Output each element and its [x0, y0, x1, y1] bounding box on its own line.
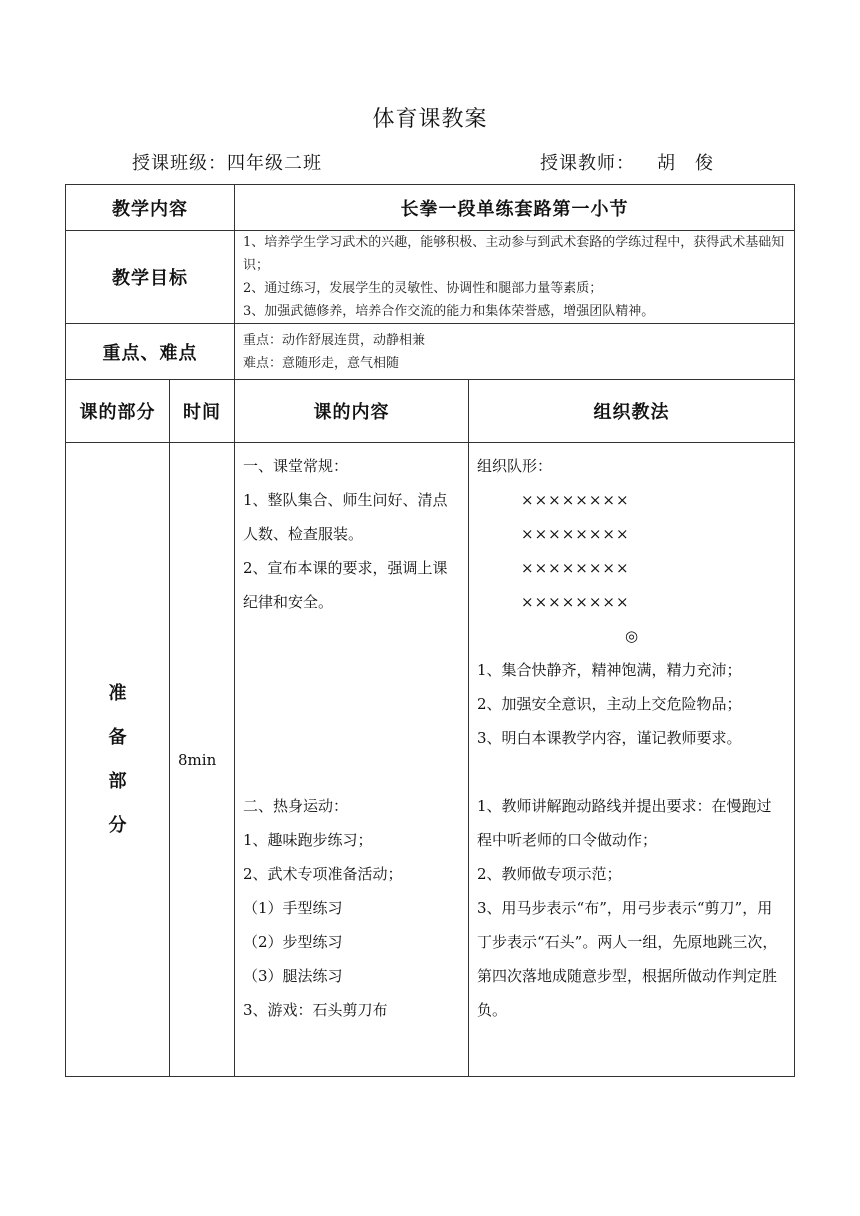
col-header-method: 组织教法 — [469, 380, 795, 443]
content-line: 二、热身运动： — [243, 797, 349, 815]
formation-row: ×××××××× — [521, 559, 630, 577]
col-header-time: 时间 — [170, 380, 235, 443]
section-part-name — [66, 443, 170, 1077]
content-line: （1）手型练习 — [243, 899, 343, 917]
difficult-point: 难点：意随形走，意气相随 — [243, 355, 400, 371]
teaching-content-value: 长拳一段单练套路第一小节 — [235, 185, 795, 231]
teacher-position-mark: ◎ — [624, 627, 639, 645]
content-line: 1、整队集合、师生问好、清点人数、检查服装。 — [243, 491, 448, 543]
method-line: 2、加强安全意识，主动上交危险物品； — [477, 695, 742, 713]
method-line: 3、明白本课教学内容，谨记教师要求。 — [477, 729, 742, 747]
section-content — [235, 443, 469, 1077]
teacher-label: 授课教师： — [540, 153, 635, 174]
method-line: 2、教师做专项示范； — [477, 865, 622, 883]
key-points — [235, 324, 795, 380]
col-header-part: 课的部分 — [66, 380, 170, 443]
class-label: 授课班级：四年级二班 — [132, 153, 322, 174]
content-line: 2、武术专项准备活动； — [243, 865, 403, 883]
goal-item: 3、加强武德修养，培养合作交流的能力和集体荣誉感，增强团队精神。 — [243, 304, 655, 319]
teacher-name: 胡 俊 — [657, 153, 714, 174]
key-point: 重点：动作舒展连贯，动静相兼 — [243, 332, 426, 348]
formation-row: ×××××××× — [521, 593, 630, 611]
goal-item: 2、通过练习，发展学生的灵敏性、协调性和腿部力量等素质； — [243, 281, 603, 296]
row-key-points — [66, 324, 795, 380]
formation-row: ×××××××× — [521, 525, 630, 543]
row-preparation — [66, 443, 795, 1077]
row-teaching-content — [66, 185, 795, 231]
section-method — [469, 443, 795, 1077]
part-char: 部 — [108, 770, 127, 792]
content-line: 2、宣布本课的要求，强调上课纪律和安全。 — [243, 559, 448, 611]
teaching-goals — [235, 231, 795, 324]
part-char: 备 — [108, 726, 127, 748]
content-line: 3、游戏：石头剪刀布 — [243, 1001, 388, 1019]
teaching-content-header: 教学内容 — [66, 185, 235, 231]
content-line: （2）步型练习 — [243, 933, 343, 951]
page-title: 体育课教案 — [372, 107, 488, 132]
teaching-goal-header: 教学目标 — [66, 231, 235, 324]
lesson-plan-table — [65, 184, 795, 1077]
section-time: 8min — [170, 443, 235, 1077]
formation-title: 组织队形： — [477, 457, 553, 475]
teacher-info — [540, 149, 714, 175]
method-line: 1、集合快静齐，精神饱满，精力充沛； — [477, 661, 742, 679]
formation-row: ×××××××× — [521, 491, 630, 509]
content-line: （3）腿法练习 — [243, 967, 343, 985]
row-teaching-goals — [66, 231, 795, 324]
col-header-content: 课的内容 — [235, 380, 469, 443]
key-points-header: 重点、难点 — [66, 324, 235, 380]
part-char: 准 — [108, 682, 127, 704]
goal-item: 1、培养学生学习武术的兴趣，能够积极、主动参与到武术套路的学练过程中，获得武术基础知识； — [243, 235, 785, 273]
content-line: 一、课堂常规： — [243, 457, 349, 475]
content-line: 1、趣味跑步练习； — [243, 831, 373, 849]
method-line: 3、用马步表示“布”，用弓步表示“剪刀”，用丁步表示“石头”。两人一组，先原地跳三次，第四次落地成随意步型，根据所做动作判定胜负。 — [477, 899, 778, 1019]
method-line: 1、教师讲解跑动路线并提出要求：在慢跑过程中听老师的口令做动作； — [477, 797, 772, 849]
part-char: 分 — [108, 814, 127, 836]
row-column-headers — [66, 380, 795, 443]
